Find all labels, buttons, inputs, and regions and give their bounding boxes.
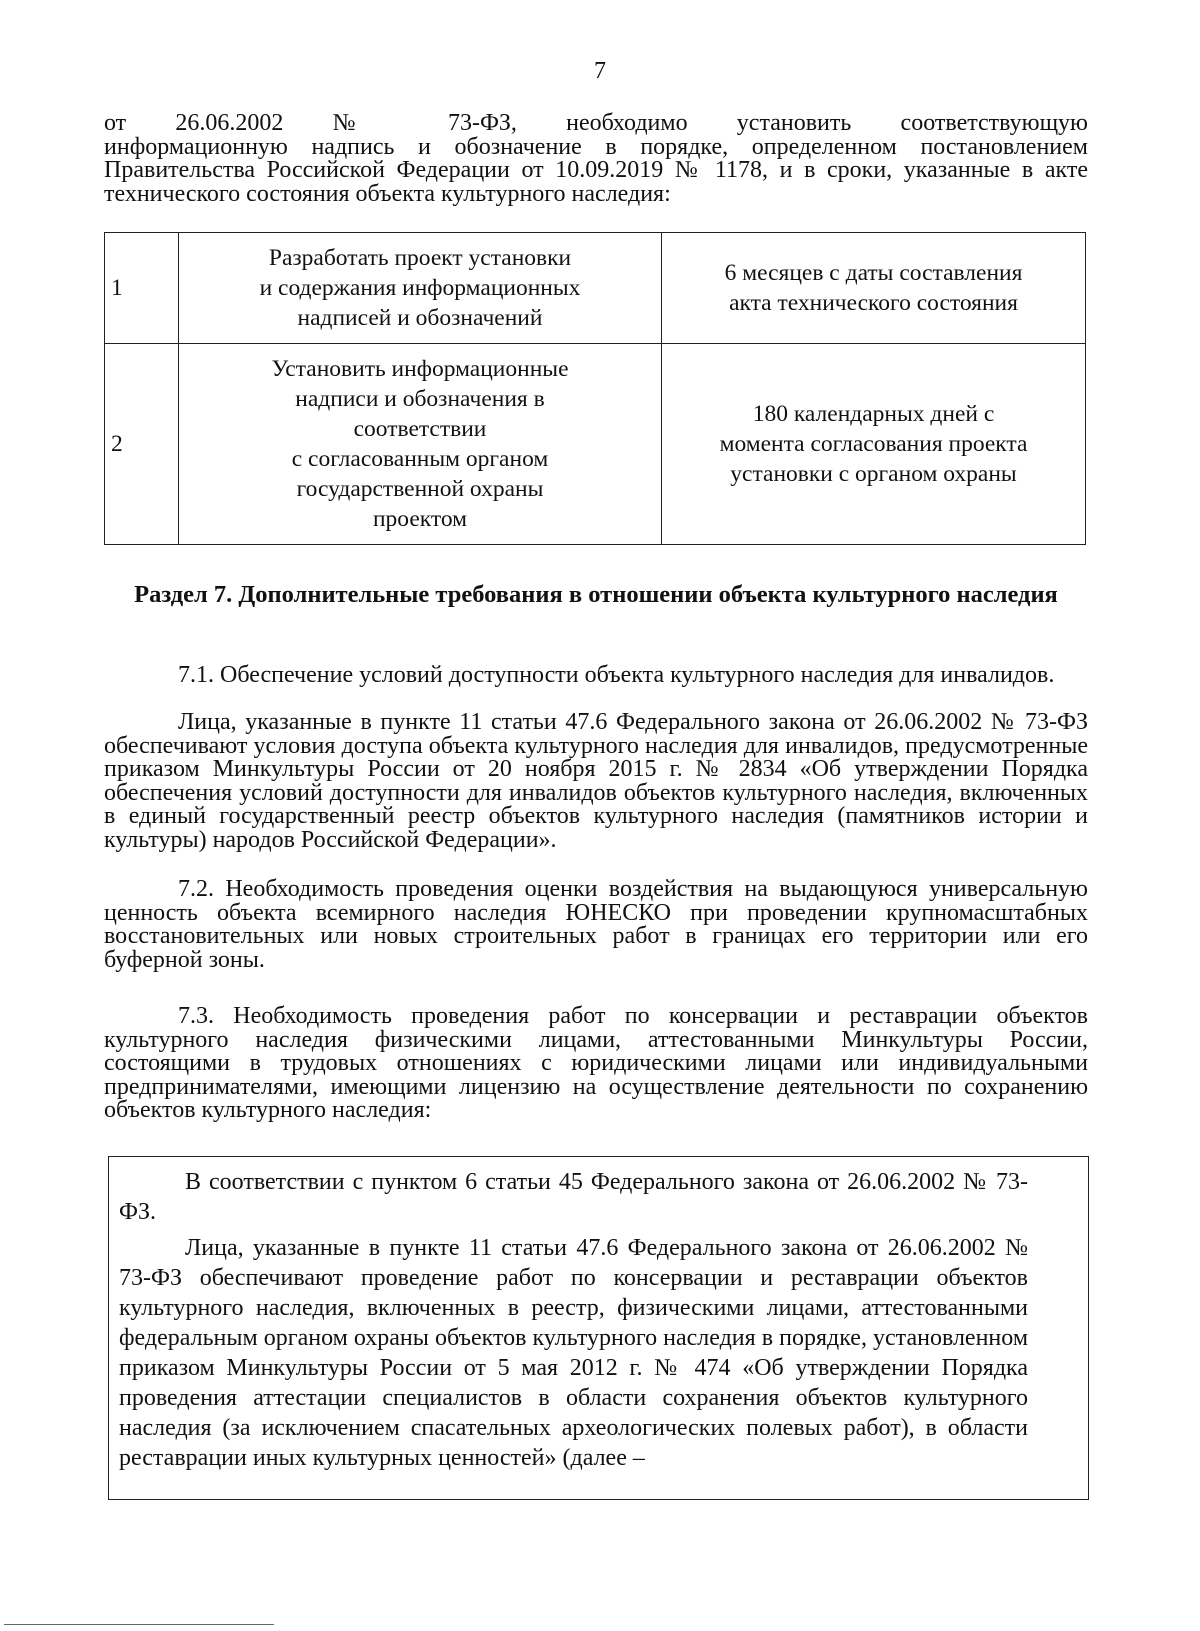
paragraph-text: Лица, указанные в пункте 11 статьи 47.6 Федерального закона от 26.06.2002 № 73-ФЗ обеспечивают проведение работ по консервации и реставрации объектов культурного наследия, включенных в реестр, физическими лицами, аттестованными федеральным органом охраны объектов культурного наследия в порядке, установленном приказом Минкультуры России от 5 мая 2012 г. № 474 «Об утверждении Порядка проведения аттестации специалистов в области сохранения объектов культурного наследия (за исключением спасательных археологических полевых работ), в области реставрации иных культурных ценностей» (далее – <box>119 1235 1028 1471</box>
paragraph-text: В соответствии с пунктом 6 статьи 45 Федерального закона от 26.06.2002 № 73-ФЗ. <box>119 1169 1028 1225</box>
term-line: акта технического состояния <box>729 290 1018 316</box>
paragraph-text: 7.1. Обеспечение условий доступности объекта культурного наследия для инвалидов. <box>178 662 1055 688</box>
paragraph-7-1-body <box>104 711 1088 852</box>
table-row <box>105 233 1086 344</box>
task-line: Разработать проект установки <box>268 245 572 271</box>
task-line: соответствии <box>353 416 487 442</box>
paragraph-text: 7.2. Необходимость проведения оценки воздействия на выдающуюся универсальную ценность объекта всемирного наследия ЮНЕСКО при проведении крупномасштабных восстановительных или новых строительных работ в границах его территории или его буферной зоны. <box>104 876 1088 973</box>
row-term <box>662 233 1086 344</box>
task-line: Установить информационные <box>271 356 569 382</box>
footnote-divider <box>4 1624 274 1625</box>
paragraph-text: 7.3. Необходимость проведения работ по консервации и реставрации объектов культурного наследия физическими лицами, аттестованными Минкультуры России, состоящими в трудовых отношениях с юридическими лицами или индивидуальными предпринимателями, имеющими лицензию на осуществление деятельности по сохранению объектов культурного наследия: <box>104 1003 1088 1123</box>
paragraph-7-3 <box>104 1005 1088 1123</box>
task-line: проектом <box>372 506 468 532</box>
task-line: государственной охраны <box>296 476 544 502</box>
section-heading: Раздел 7. Дополнительные требования в отношении объекта культурного наследия <box>134 581 1058 608</box>
term-line: 6 месяцев с даты составления <box>724 260 1023 286</box>
paragraph-text: Лица, указанные в пункте 11 статьи 47.6 Федерального закона от 26.06.2002 № 73-ФЗ обеспечивают условия доступа объекта культурного наследия для инвалидов, предусмотренные приказом Минкультуры России от 20 ноября 2015 г. № 2834 «Об утверждении Порядка обеспечения условий доступности для инвалидов объектов культурного наследия, включенных в единый государственный реестр объектов культурного наследия (памятников истории и культуры) народов Российской Федерации». <box>104 709 1088 853</box>
row-task <box>179 344 662 545</box>
quoted-requirement-box <box>108 1156 1089 1500</box>
intro-rest: информационную надпись и обозначение в порядке, определенном постановлением Правительства Российской Федерации от 10.09.2019 № 1178, и в сроки, указанные в акте технического состояния объекта культурного наследия: <box>104 133 1088 207</box>
task-line: надписей и обозначений <box>297 305 543 331</box>
task-line: и содержания информационных <box>259 275 581 301</box>
term-line: установки с органом охраны <box>730 461 1017 487</box>
paragraph-7-1-title <box>104 664 1088 688</box>
row-term <box>662 344 1086 545</box>
term-line: момента согласования проекта <box>719 431 1028 457</box>
row-number: 1 <box>105 233 179 344</box>
intro-paragraph <box>104 112 1088 206</box>
task-line: надписи и обозначения в <box>295 386 545 412</box>
task-line: с согласованным органом <box>291 446 549 472</box>
box-paragraph <box>119 1233 1028 1473</box>
requirements-table <box>104 232 1086 545</box>
row-number: 2 <box>105 344 179 545</box>
paragraph-7-2 <box>104 878 1088 972</box>
intro-first-line: от 26.06.2002 № 73-ФЗ, необходимо установить соответствующую <box>104 110 1088 136</box>
term-line: 180 календарных дней с <box>752 401 995 427</box>
row-task <box>179 233 662 344</box>
page-number: 7 <box>594 58 606 84</box>
box-paragraph <box>119 1167 1028 1227</box>
table-row <box>105 344 1086 545</box>
